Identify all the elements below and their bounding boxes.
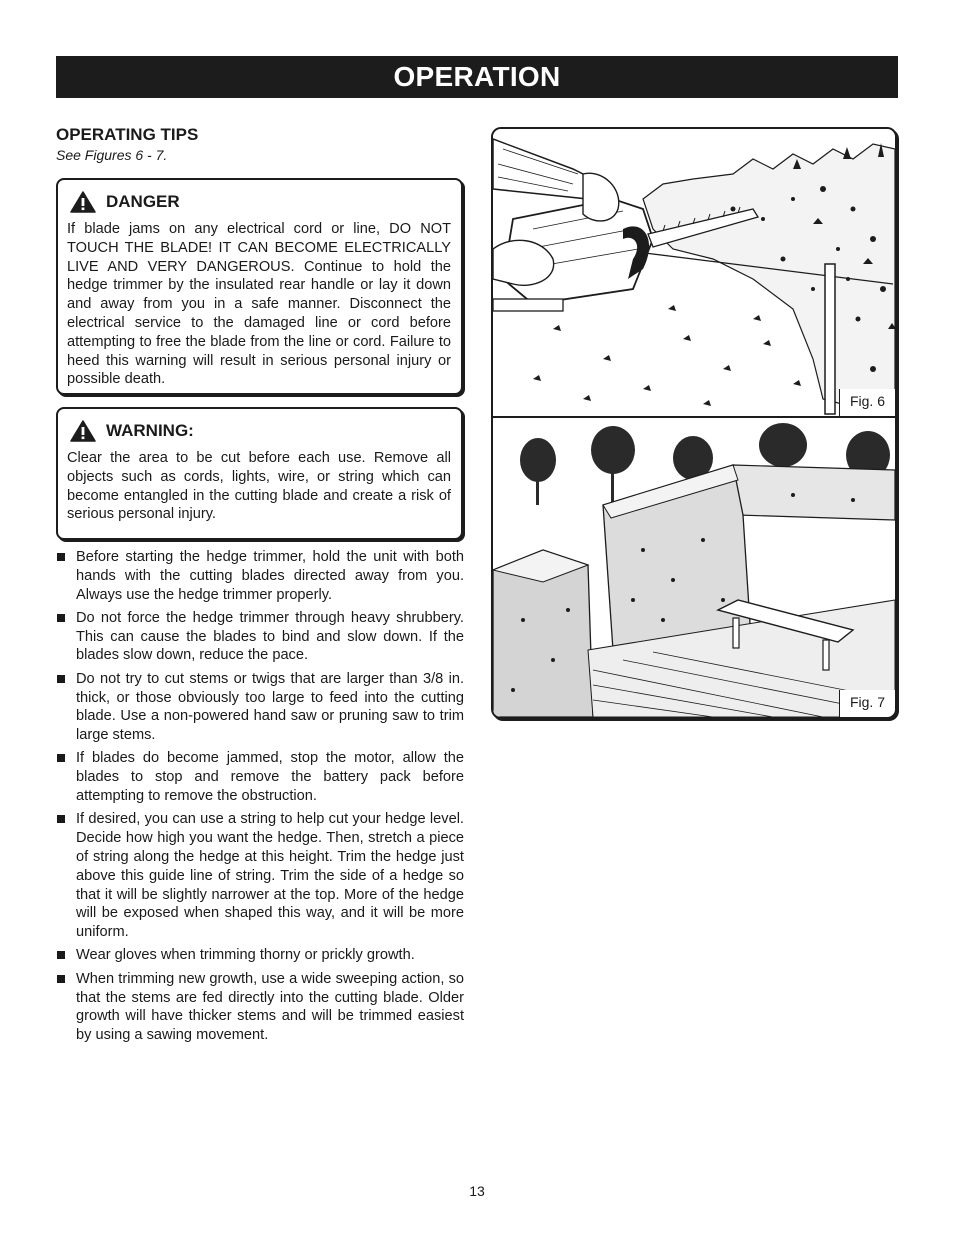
figures-panel [491, 127, 897, 719]
figure-7 [493, 420, 895, 717]
list-item: If blades do become jammed, stop the motor, allow the blades to stop and remove the battery pack before attempting to remove the obstruction. [56, 749, 464, 805]
operating-tips-heading [56, 125, 464, 164]
bullet-square-icon [57, 553, 65, 561]
list-item: When trimming new growth, use a wide sweeping action, so that the stems are fed directly into the cutting blade. Older growth will have thicker stems and will be trimmed easiest by using a sawing movement. [56, 970, 464, 1045]
bullet-square-icon [57, 614, 65, 622]
warning-box [56, 407, 463, 540]
danger-box [56, 178, 463, 395]
figure-6 [493, 129, 895, 418]
danger-header [70, 190, 461, 214]
danger-text: If blade jams on any electrical cord or line, DO NOT TOUCH THE BLADE! IT CAN BECOME ELECTRICALLY LIVE AND VERY DANGEROUS. Continue to hold the hedge trimmer by the insulated rear handle or lay it down and away from you in a safe manner. Disconnect the electrical service to the damaged line or cord before attempting to free the blade from the line or cord. Failure to heed this warning will result in serious personal injury or possible death. [67, 221, 451, 388]
hedge-trimmer-illustration [493, 129, 895, 418]
tips-list [56, 548, 464, 1049]
bullet-square-icon [57, 815, 65, 823]
bullet-square-icon [57, 675, 65, 683]
list-item: Do not try to cut stems or twigs that are larger than 3/8 in. thick, or those obviously too large to feed into the cutting blade. Use a non-powered hand saw or pruning saw to trim large stems. [56, 670, 464, 745]
warning-triangle-icon [70, 420, 96, 442]
warning-header [70, 419, 461, 443]
list-item: Do not force the hedge trimmer through heavy shrubbery. This can cause the blades to bind and slow down. If the blades slow down, reduce the pace. [56, 609, 464, 665]
figure-6-caption: Fig. 6 [839, 389, 895, 416]
warning-label: WARNING: [106, 421, 194, 440]
warning-text: Clear the area to be cut before each use. Remove all objects such as cords, lights, wire, or string which can become entangled in the cutting blade and create a risk of serious personal injury. [67, 450, 451, 523]
section-title: OPERATING TIPS [56, 125, 199, 144]
warning-triangle-icon [70, 191, 96, 213]
page-number: 13 [469, 1183, 485, 1199]
section-subtitle: See Figures 6 - 7. [56, 147, 168, 163]
list-item: Wear gloves when trimming thorny or prickly growth. [56, 946, 464, 965]
danger-label: DANGER [106, 192, 180, 211]
section-header [56, 56, 898, 98]
bullet-square-icon [57, 754, 65, 762]
list-item: Before starting the hedge trimmer, hold the unit with both hands with the cutting blades directed away from you. Always use the hedge trimmer properly. [56, 548, 464, 604]
courtyard-hedge-illustration [493, 420, 895, 717]
list-item: If desired, you can use a string to help cut your hedge level. Decide how high you want the hedge. Then, stretch a piece of string along the hedge at this height. Trim the hedge just above this guide line of string. Trim the side of a hedge so that it will be slightly narrower at the top. More of the hedge will be exposed when shaped this way, and it will be more uniform. [56, 810, 464, 942]
bullet-square-icon [57, 975, 65, 983]
bullet-square-icon [57, 951, 65, 959]
figure-7-caption: Fig. 7 [839, 690, 895, 717]
header-title: OPERATION [393, 61, 561, 92]
